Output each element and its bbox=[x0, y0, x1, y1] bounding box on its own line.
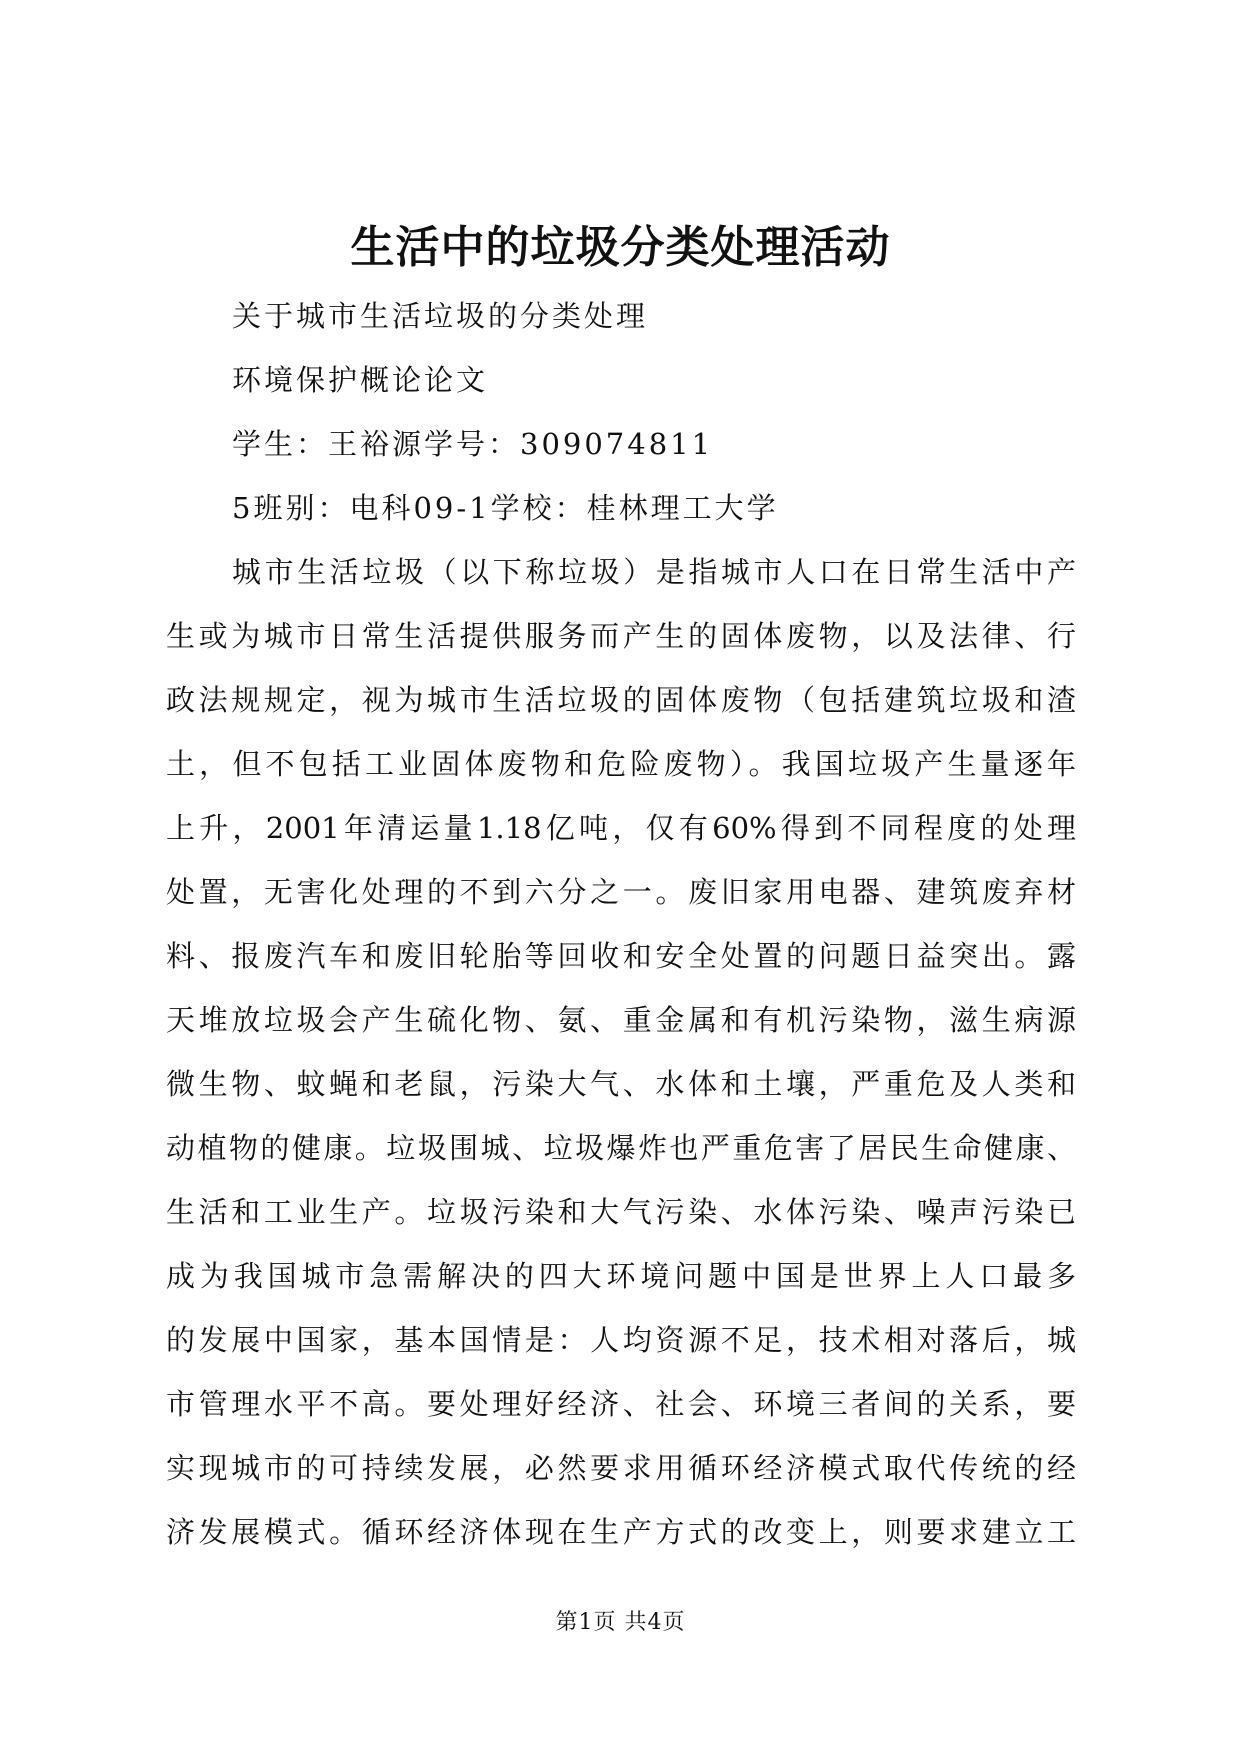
body-text-line: 生活和工业生产。垃圾污染和大气污染、水体污染、噪声污染已 bbox=[166, 1195, 1076, 1229]
body-text-line: 上升，2001年清运量1.18亿吨，仅有60%得到不同程度的处理 bbox=[166, 811, 1076, 845]
body-text-line: 微生物、蚊蝇和老鼠，污染大气、水体和土壤，严重危及人类和 bbox=[166, 1067, 1076, 1101]
body-text-line: 实现城市的可持续发展，必然要求用循环经济模式取代传统的经 bbox=[166, 1451, 1076, 1485]
body-text-line: 料、报废汽车和废旧轮胎等回收和安全处置的问题日益突出。露 bbox=[166, 939, 1076, 973]
body-text-line: 市管理水平不高。要处理好经济、社会、环境三者间的关系，要 bbox=[166, 1387, 1076, 1421]
body-text-line: 天堆放垃圾会产生硫化物、氨、重金属和有机污染物，滋生病源 bbox=[166, 1003, 1076, 1037]
body-text-line: 生或为城市日常生活提供服务而产生的固体废物，以及法律、行 bbox=[166, 619, 1076, 653]
body-text-line: 土，但不包括工业固体废物和危险废物）。我国垃圾产生量逐年 bbox=[166, 747, 1076, 781]
body-text-line: 政法规规定，视为城市生活垃圾的固体废物（包括建筑垃圾和渣 bbox=[166, 683, 1076, 717]
body-text-line: 成为我国城市急需解决的四大环境问题中国是世界上人口最多 bbox=[166, 1259, 1076, 1293]
student-line: 学生：王裕源学号：309074811 bbox=[232, 427, 714, 461]
body-text-line: 动植物的健康。垃圾围城、垃圾爆炸也严重危害了居民生命健康、 bbox=[166, 1131, 1076, 1165]
body-text-line: 的发展中国家，基本国情是：人均资源不足，技术相对落后，城 bbox=[166, 1323, 1076, 1357]
class-school-line: 5班别：电科09-1学校：桂林理工大学 bbox=[232, 491, 779, 525]
body-text-line: 济发展模式。循环经济体现在生产方式的改变上，则要求建立工 bbox=[166, 1515, 1076, 1549]
page-number-footer: 第1页 共4页 bbox=[555, 1610, 686, 1635]
course-line: 环境保护概论论文 bbox=[232, 363, 489, 397]
subtitle-line: 关于城市生活垃圾的分类处理 bbox=[232, 299, 649, 333]
document-title: 生活中的垃圾分类处理活动 bbox=[350, 222, 891, 273]
body-text-line: 城市生活垃圾（以下称垃圾）是指城市人口在日常生活中产 bbox=[232, 555, 1076, 589]
body-text-line: 处置，无害化处理的不到六分之一。废旧家用电器、建筑废弃材 bbox=[166, 875, 1076, 909]
